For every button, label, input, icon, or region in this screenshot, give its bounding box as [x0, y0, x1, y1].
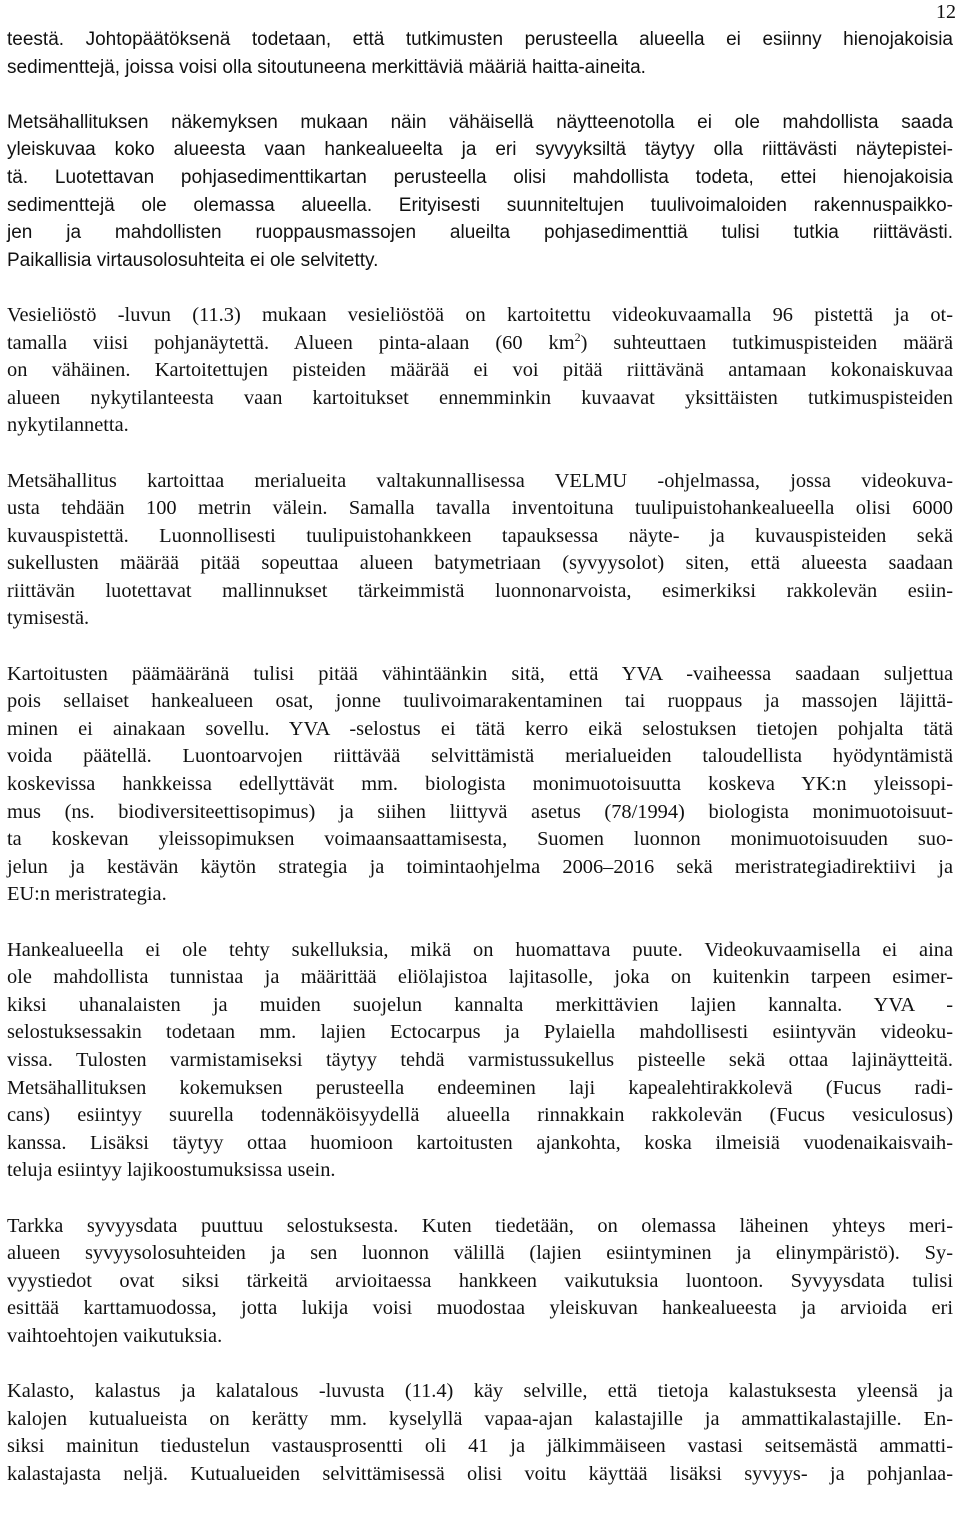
paragraph — [7, 468, 953, 634]
text-line: kanssa. Lisäksi täytyy ottaa huomioon kartoitusten ajankohta, koska ilmeisiä vuodenaikaisvaih- — [7, 1131, 953, 1154]
paragraph-gap — [7, 81, 953, 109]
text-line: vyystiedot ovat siksi tärkeitä arvioitaessa hankkeen vaikutuksia luontoon. Syvyysdata tulisi — [7, 1269, 953, 1292]
paragraph — [7, 109, 953, 275]
text-line: Metsähallituksen näkemyksen mukaan näin vähäisellä näytteenotolla ei ole mahdollista saada — [7, 111, 953, 133]
text-line: kiksi uhanalaisten ja muiden suojelun kannalta merkittävien lajien kannalta. YVA - — [7, 993, 953, 1016]
paragraph-gap — [7, 1185, 953, 1213]
text-line: Metsähallituksen kokemuksen perusteella endeeminen laji kapealehtirakkolevä (Fucus radi- — [7, 1076, 953, 1099]
text-line: koskevissa hankkeissa edellyttävät mm. biologista monimuotoisuutta koskeva YK:n yleissopi- — [7, 773, 953, 796]
text-line: vaihtoehtojen vaikutuksia. — [7, 1324, 223, 1347]
superscript: 2 — [574, 329, 581, 344]
text-line: Metsähallitus kartoittaa merialueita valtakunnallisessa VELMU -ohjelmassa, jossa videokuva- — [7, 469, 953, 492]
paragraph — [7, 302, 953, 440]
paragraph — [7, 1378, 953, 1488]
text-line: ta koskevan yleissopimuksen voimaansaattamisesta, Suomen luonnon monimuotoisuuden suo- — [7, 828, 953, 851]
text-line: Kartoitusten päämääränä tulisi pitää vähintäänkin sitä, että YVA -vaiheessa saadaan suljettua — [7, 662, 953, 685]
text-line: tymisestä. — [7, 607, 90, 630]
text-line: siksi mainitun tiedustelun vastausprosentti oli 41 ja jälkimmäiseen vastasi seitsemästä ammatti- — [7, 1435, 953, 1458]
text-line: usta tehdään 100 metrin välein. Samalla tavalla inventoituna tuulipuistohankealueella olisi 6000 — [7, 497, 953, 520]
text-line: kalastajasta neljä. Kutualueiden selvittämisessä olisi voitu käyttää lisäksi syvyys- ja pohjanlaa- — [7, 1462, 953, 1485]
text-segment: tamalla viisi pohjanäytettä. Alueen pinta-alaan (60 km — [7, 331, 575, 354]
text-line: Kalasto, kalastus ja kalatalous -luvusta (11.4) käy selville, että tietoja kalastuksesta yleensä ja — [7, 1380, 953, 1403]
text-line: tä. Luotettavan pohjasedimenttikartan perusteella olisi mahdollista todeta, ettei hienojakoisia — [7, 166, 953, 188]
text-line: riittävän luotettavat mallinnukset tärkeimmistä luonnonarvoista, esimerkiksi rakkolevän esiin- — [7, 579, 953, 602]
document-body — [7, 26, 953, 1488]
text-line: vissa. Tulosten varmistamiseksi täytyy tehdä varmistussukellus pisteelle sekä ottaa lajinäytteitä. — [7, 1048, 953, 1071]
text-line: alueen syvyysolosuhteiden ja sen luonnon välillä (lajien esiintyminen ja elinympäristö). Sy- — [7, 1242, 953, 1265]
page-number: 12 — [936, 1, 956, 23]
text-line: yleiskuvaa koko alueesta vaan hankealueelta ja eri syvyyksiltä täytyy olla riittävästi näytepistei- — [7, 139, 953, 161]
text-line: Tarkka syvyysdata puuttuu selostuksesta. Kuten tiedetään, on olemassa läheinen yhteys meri- — [7, 1214, 953, 1237]
text-segment: ) suhteuttaen tutkimuspisteiden määrä — [580, 331, 953, 354]
text-line: on vähäinen. Kartoitettujen pisteiden määrää ei voi pitää riittävänä antamaan kokonaiskuvaa — [7, 359, 953, 382]
paragraph — [7, 937, 953, 1185]
text-line: alueen nykytilanteesta vaan kartoitukset ennemminkin kuvaavat yksittäisten tutkimuspisteiden — [7, 386, 953, 409]
text-line: kuvauspistettä. Luonnollisesti tuulipuistohankkeen tapauksessa näyte- ja kuvauspisteiden sekä — [7, 524, 953, 547]
paragraph-gap — [7, 274, 953, 302]
text-line: jelun ja kestävän käytön strategia ja toimintaohjelma 2006–2016 sekä meristrategiadirektiivi ja — [7, 855, 953, 878]
paragraph-gap — [7, 1351, 953, 1379]
text-line — [7, 330, 953, 358]
text-line: Vesieliöstö -luvun (11.3) mukaan vesieliöstöä on kartoitettu videokuvaamalla 96 pistettä ja ot- — [7, 303, 953, 326]
text-line: minen ei ainakaan sovellu. YVA -selostus ei tätä kerro eikä selostuksen tietojen pohjalta tätä — [7, 717, 953, 740]
text-line: sukellusten määrää pitää sopeuttaa alueen batymetriaan (syvyysolot) siten, että alueesta saadaan — [7, 552, 953, 575]
text-line: jen ja mahdollisten ruoppausmassojen alueilta pohjasedimenttiä tulisi tutkia riittävästi. — [7, 222, 953, 244]
paragraph-gap — [7, 633, 953, 661]
text-line: kalojen kutualueista on kerätty mm. kyselyllä vapaa-ajan kalastajille ja ammattikalastajille. En- — [7, 1407, 953, 1430]
paragraph-gap — [7, 440, 953, 468]
text-line: Hankealueella ei ole tehty sukelluksia, mikä on huomattava puute. Videokuvaamisella ei aina — [7, 938, 953, 961]
text-line: cans) esiintyy suurella todennäköisyydellä alueella rinnakkain rakkolevän (Fucus vesiculosus) — [7, 1104, 953, 1127]
text-line: ole mahdollista tunnistaa ja määrittää eliölajistoa lajitasolle, joka on kuitenkin tarpeen esimer- — [7, 966, 953, 989]
paragraph — [7, 26, 953, 81]
text-line: mus (ns. biodiversiteettisopimus) ja siihen liittyvä asetus (78/1994) biologista monimuotoisuut- — [7, 800, 953, 823]
text-line: voida päätellä. Luontoarvojen riittävää selvittämistä merialueiden taloudellista hyödyntämistä — [7, 745, 953, 768]
paragraph — [7, 661, 953, 909]
text-line: Paikallisia virtausolosuhteita ei ole selvitetty. — [7, 249, 379, 271]
text-line: teluja esiintyy lajikoostumuksissa usein. — [7, 1159, 336, 1182]
text-line: sedimenttejä, joissa voisi olla sitoutuneena merkittäviä määriä haitta-aineita. — [7, 56, 646, 78]
text-line: sedimenttejä ole olemassa alueella. Erityisesti suunniteltujen tuulivoimaloiden rakennuspaikko- — [7, 194, 953, 216]
text-line: pois sellaiset hankealueen osat, jonne tuulivoimarakentaminen tai ruoppaus ja massojen läjittä- — [7, 690, 953, 713]
text-line: nykytilannetta. — [7, 414, 129, 437]
text-line: EU:n meristrategia. — [7, 883, 167, 906]
text-line: selostuksessakin todetaan mm. lajien Ectocarpus ja Pylaiella mahdollisesti esiintyvän videoku- — [7, 1021, 953, 1044]
text-line: teestä. Johtopäätöksenä todetaan, että tutkimusten perusteella alueella ei esiinny hienojakoisia — [7, 29, 953, 50]
paragraph — [7, 1213, 953, 1351]
text-line: esittää karttamuodossa, jotta lukija voisi muodostaa yleiskuvan hankealueesta ja arvioida eri — [7, 1297, 953, 1320]
paragraph-gap — [7, 909, 953, 937]
